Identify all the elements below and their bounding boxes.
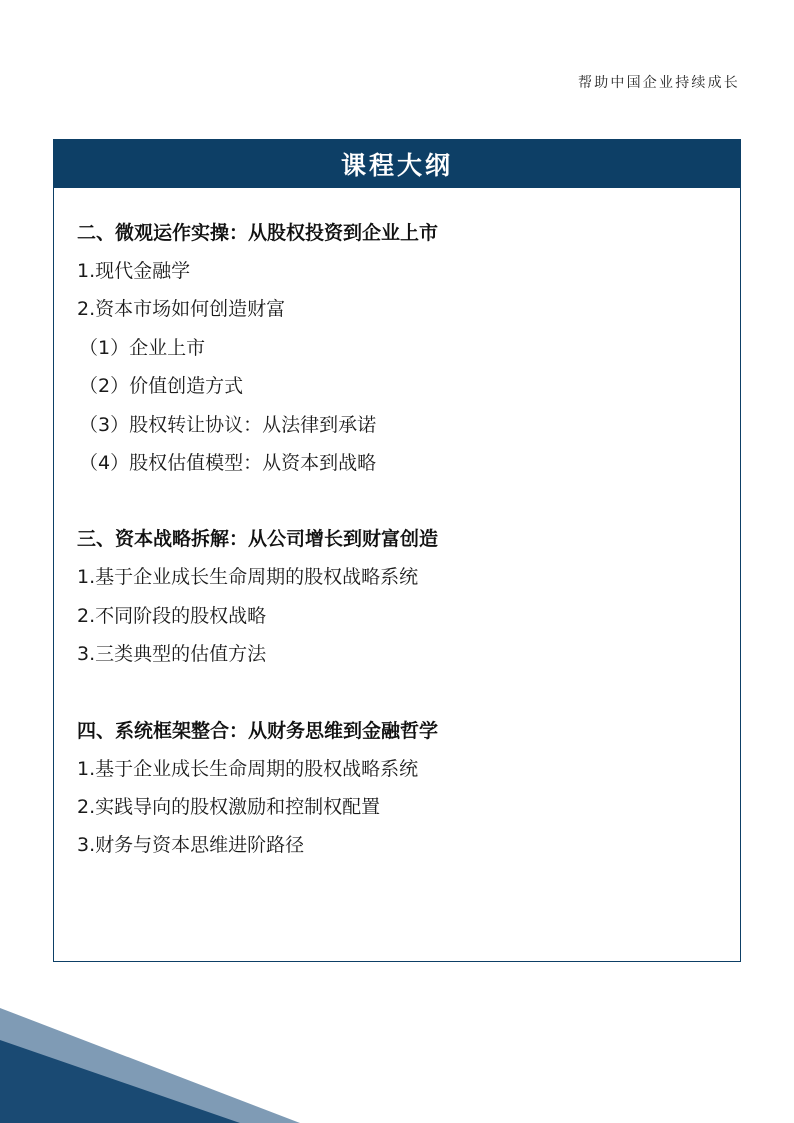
page-tagline: 帮助中国企业持续成长 — [578, 75, 740, 91]
outline-item: 2.实践导向的股权激励和控制权配置 — [77, 795, 381, 818]
outline-item: 3.三类典型的估值方法 — [77, 643, 267, 666]
outline-item: 2.资本市场如何创造财富 — [77, 298, 286, 321]
outline-subitem: （4）股权估值模型：从资本到战略 — [79, 451, 377, 474]
outline-subitem: （3）股权转让协议：从法律到承诺 — [79, 413, 377, 436]
course-outline-panel — [53, 139, 741, 962]
outline-item: 1.现代金融学 — [77, 260, 191, 282]
outline-section-2 — [77, 214, 740, 482]
section-title: 三、资本战略拆解：从公司增长到财富创造 — [77, 528, 439, 551]
section-title: 四、系统框架整合：从财务思维到金融哲学 — [77, 719, 439, 742]
corner-decoration — [0, 1008, 320, 1123]
outline-item: 2.不同阶段的股权战略 — [77, 604, 267, 627]
outline-section-4 — [77, 712, 740, 865]
outline-item: 3.财务与资本思维进阶路径 — [77, 834, 305, 857]
outline-subitem: （1）企业上市 — [79, 336, 206, 359]
outline-item: 1.基于企业成长生命周期的股权战略系统 — [77, 757, 419, 780]
outline-section-3 — [77, 520, 740, 673]
outline-item: 1.基于企业成长生命周期的股权战略系统 — [77, 566, 419, 589]
panel-title: 课程大纲 — [340, 151, 453, 180]
panel-header — [54, 140, 740, 188]
outline-subitem: （2）价值创造方式 — [79, 375, 244, 398]
section-title: 二、微观运作实操：从股权投资到企业上市 — [77, 222, 439, 244]
panel-body — [54, 188, 740, 865]
